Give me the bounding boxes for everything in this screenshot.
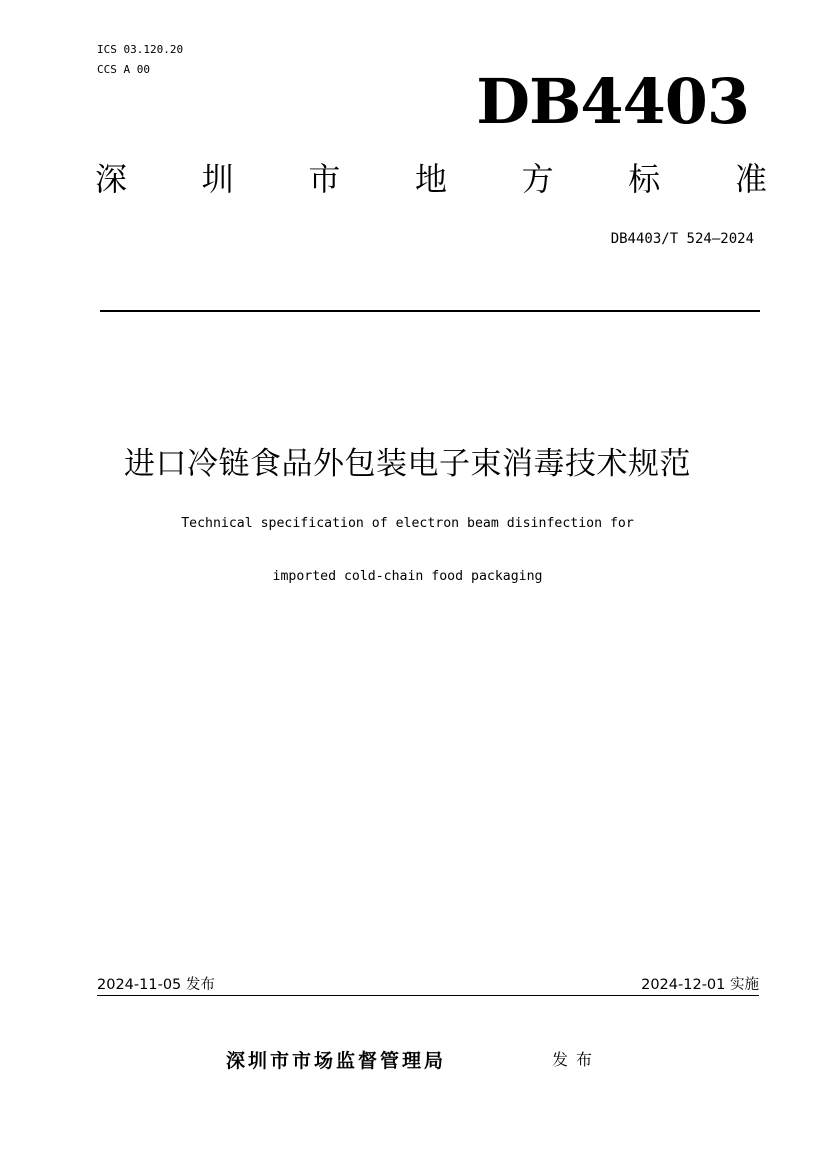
- header-divider: [100, 310, 760, 312]
- standard-number: DB4403/T 524—2024: [610, 231, 754, 247]
- document-title-chinese: 进口冷链食品外包装电子束消毒技术规范: [124, 446, 691, 482]
- issue-label: 发布: [552, 1050, 601, 1069]
- standard-type-char: 标: [628, 160, 661, 198]
- standard-type-heading: [95, 157, 767, 201]
- standard-type-char: 方: [521, 160, 554, 198]
- ccs-code: CCS A 00: [97, 63, 150, 76]
- standard-type-char: 市: [308, 160, 341, 198]
- footer-divider: [97, 995, 759, 996]
- issuing-authority: 深圳市市场监督管理局: [226, 1050, 447, 1072]
- standard-type-char: 深: [95, 160, 128, 198]
- standard-type-char: 准: [734, 160, 767, 198]
- ics-code: ICS 03.120.20: [97, 43, 184, 56]
- standard-type-char: 地: [414, 160, 447, 198]
- document-title-english-line-2: imported cold-chain food packaging: [272, 569, 543, 584]
- implementation-date: 2024-12-01 实施: [641, 977, 759, 993]
- standard-code-logo: DB4403: [476, 65, 749, 138]
- publish-date: 2024-11-05 发布: [97, 977, 215, 993]
- document-title-english-line-1: Technical specification of electron beam disinfection for: [181, 516, 634, 531]
- standard-type-char: 圳: [201, 160, 234, 198]
